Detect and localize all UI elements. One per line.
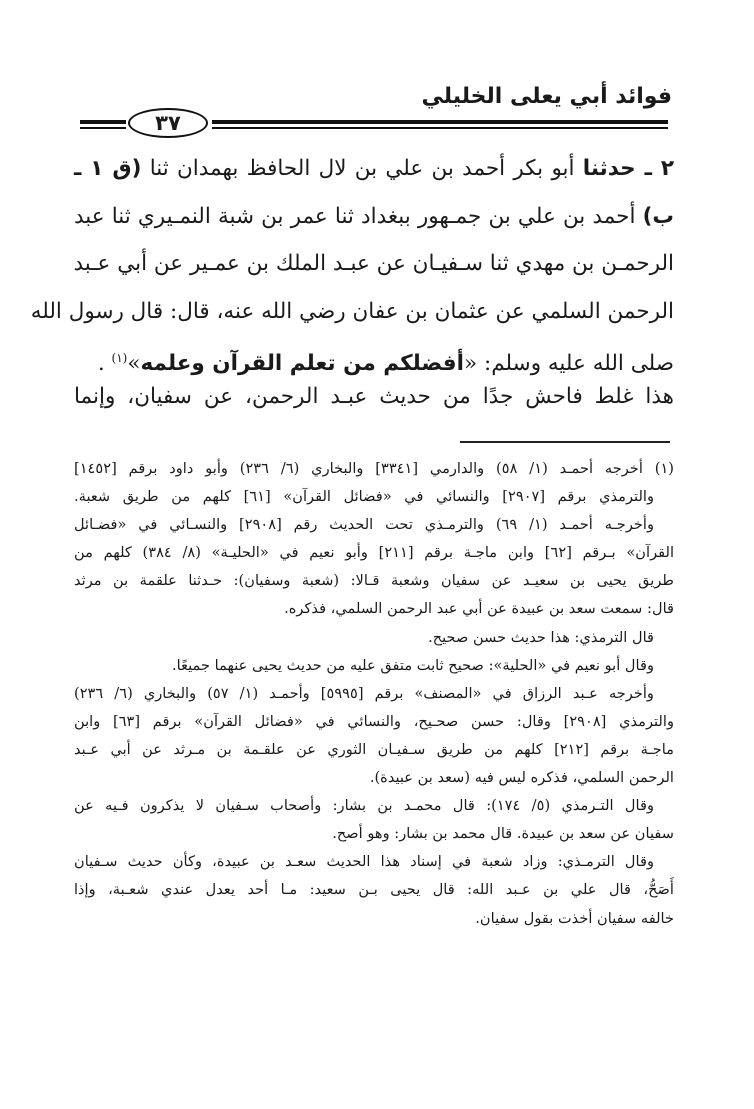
footnotes <box>74 455 674 933</box>
footnote-line: وقال التـرمذي (٥/ ١٧٤): قال محمـد بن بشار: وأصحاب سـفيان لا يذكرون فـيه عن <box>74 797 654 815</box>
footnote-line: وقال أبو نعيم في «الحلية»: صحيح ثابت متفق عليه من حديث يحيى عنهما جميعًا. <box>172 656 654 674</box>
footnote-line: قال: سمعت سعد بن عبيدة عن أبي عبد الرحمن السلمي، فذكره. <box>284 600 674 618</box>
header-rule-left-thick <box>80 120 126 124</box>
footnote-line: والترمذي برقم [٢٩٠٧] والنسائي في «فضائل القرآن» [٦١] كلهم من طريق شعبة. <box>74 488 654 506</box>
footnote-line: قال الترمذي: هذا حديث حسن صحيح. <box>428 628 654 646</box>
hadith-line-4: الرحمن السلمي عن عثمان بن عفان رضي الله عنه، قال: قال رسول الله <box>30 298 674 324</box>
footnote-line: ماجـة برقم [٢١٢] كلهم من طريق سـفيـان الثوري عن علقـمة بن مـرثد عن أبي عـبد <box>74 740 674 758</box>
footnote-line: خالفه سفيان أخذت بقول سفيان. <box>475 909 674 927</box>
commentary-line-1: هذا غلط فاحش جدًا من حديث عبـد الرحمن، عن سفيان، وإنما <box>74 384 674 409</box>
hadith-line-5: صلى الله عليه وسلم: «أفضلكم من تعلم القرآن وعلمه»$^{(١)}$ . <box>97 351 674 377</box>
footnote-line: وقال الترمـذي: وزاد شعبة في إسناد هذا الحديث سعـد بن عبيدة، وكأن حديث سـفيان <box>74 853 654 871</box>
footnote-line: طريق يحيى بن سعيـد عن سفيان وشعبة قـالا: (شعبة وسفيان): حـدثنا علقمة بن مرثد <box>74 572 674 590</box>
footnote-line: وأخرجه عـبد الرزاق في «المصنف» برقم [٥٩٩٥] وأحمـد (١/ ٥٧) والبخاري (٦/ ٢٣٦) <box>74 684 654 702</box>
footnote-line: (١) أخرجه أحمـد (١/ ٥٨) والدارمي [٣٣٤١] والبخاري (٦/ ٢٣٦) وأبو داود برقم [١٤٥٢] <box>74 460 674 477</box>
hadith-matn: أفضلكم من تعلم القرآن وعلمه <box>140 351 465 377</box>
hadith-line-2: ب) أحمد بن علي بن جمـهور ببغداد ثنا عمر بن شبة النمـيري ثنا عبد <box>74 203 674 229</box>
footnote-line: والترمذي [٢٩٠٨] وقال: حسن صحـيح، والنسائي في «فضائل القرآن» برقم [٦٣] وابن <box>74 712 674 730</box>
footnote-line: أَصَحُّ، قال علي بن عـبد الله: قال يحيى بـن سعيد: مـا أحد يعدل عندي شعـبة، وإذا <box>74 881 674 899</box>
hadith-line-1: ٢ ـ حدثنا أبو بكر أحمد بن علي بن لال الحافظ بهمدان ثنا (ق ١ ـ <box>74 156 674 181</box>
manuscript-ref: (ق ١ ـ <box>74 156 142 181</box>
hadith-text <box>30 145 674 388</box>
footnote-line: سفيان عن سعد بن عبيدة. قال محمد بن بشار: وهو أصح. <box>332 825 674 843</box>
page-number: ٣٧ <box>128 108 208 138</box>
footnote-marker[interactable]: (١) <box>111 351 128 366</box>
footnote-line: الرحمن السلمي، فذكره ليس فيه (سعد بن عبيدة). <box>369 769 674 787</box>
running-header-title: فوائد أبي يعلى الخليلي <box>421 84 672 109</box>
footnote-line: وأخرجـه أحمـد (١/ ٦٩) والترمـذي تحت الحديث رقم [٢٩٠٨] والنسـائي في «فضـائل <box>74 516 654 534</box>
hadith-number: ٢ ـ حدثنا <box>582 156 674 181</box>
footnote-line: القرآن» بـرقم [٦٢] وابن ماجـة برقم [٢١١] وأبو نعيم في «الحليـة» (٨/ ٣٨٤) كلهم من <box>74 544 675 562</box>
footnote-separator <box>460 441 670 443</box>
commentary-paragraph <box>74 374 674 420</box>
header-rule-left-thin <box>80 127 126 129</box>
hadith-line-3: الرحمـن بن مهدي ثنا سـفيـان عن عبـد الملك بن عمـير عن أبي عـبد <box>73 251 674 277</box>
header-rule-thick <box>212 120 668 124</box>
header-rule-thin <box>212 127 668 129</box>
